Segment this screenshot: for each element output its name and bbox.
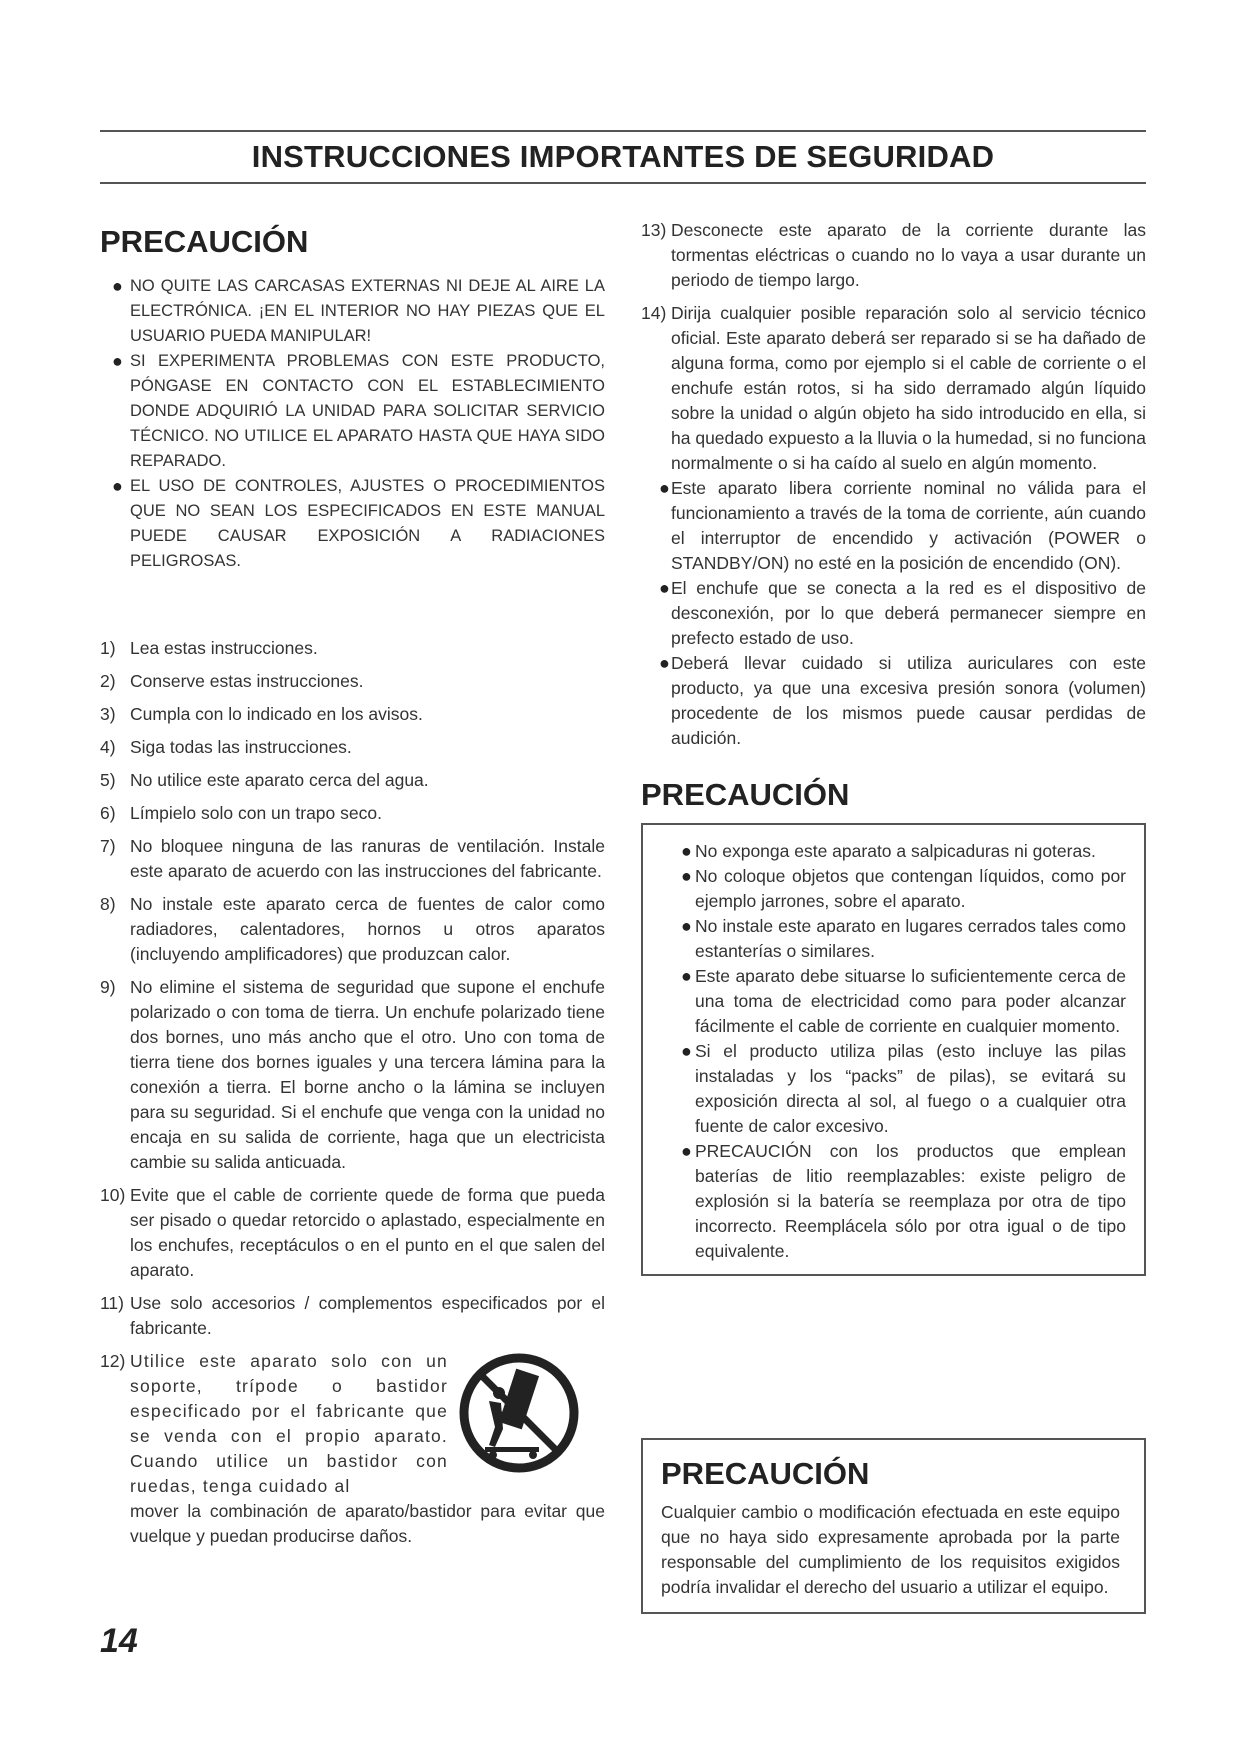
list-item: 13) Desconecte este aparato de la corriente durante las tormentas eléctricas o cuando no lo vaya a usar durante un periodo de tiempo largo. [641, 220, 1146, 290]
list-item: 4) Siga todas las instrucciones. [100, 737, 352, 757]
list-item: 5) No utilice este aparato cerca del agua. [100, 770, 429, 790]
caution-item: ● Este aparato debe situarse lo suficientemente cerca de una toma de electricidad como para poder alcanzar fácilmente el cable de corriente en cualquier momento. [681, 966, 1126, 1036]
bullet-icon: ● [112, 276, 123, 296]
caution-item: ● Si el producto utiliza pilas (esto incluye las pilas instaladas y los “packs” de pilas), se evitará su exposición directa al sol, al fuego o a cualquier otra fuente de calor excesivo. [681, 1041, 1126, 1136]
caution-item: ● EL USO DE CONTROLES, AJUSTES O PROCEDIMIENTOS QUE NO SEAN LOS ESPECIFICADOS EN ESTE MANUAL PUEDE CAUSAR EXPOSICIÓN A RADIACIONES PELIGROSAS. [112, 476, 605, 570]
left-column [100, 220, 605, 1557]
bullet-icon: ● [681, 866, 692, 886]
bullet-icon: ● [681, 1041, 692, 1061]
caution-text: Cualquier cambio o modificación efectuada en este equipo que no haya sido expresamente aprobada por la parte responsable del cumplimiento de los requisitos exigidos podría invalidar el derecho del usuario a utilizar el equipo. [661, 1502, 1120, 1597]
instructions-list [100, 636, 605, 1549]
caution-item: ● No exponga este aparato a salpicaduras ni goteras. [651, 839, 1126, 864]
caution-item: ● No instale este aparato en lugares cerrados tales como estanterías o similares. [681, 916, 1126, 961]
list-item: 7) No bloquee ninguna de las ranuras de ventilación. Instale este aparato de acuerdo con las instrucciones del fabricante. [100, 836, 605, 881]
caution-box [641, 823, 1146, 1276]
caution-item: ● NO QUITE LAS CARCASAS EXTERNAS NI DEJE AL AIRE LA ELECTRÓNICA. ¡EN EL INTERIOR NO HAY PIEZAS QUE EL USUARIO PUEDA MANIPULAR! [112, 276, 605, 345]
bullet-item: ● El enchufe que se conecta a la red es el dispositivo de desconexión, por lo que deberá permanecer siempre en prefecto estado de uso. [659, 578, 1146, 648]
list-item: 6) Límpielo solo con un trapo seco. [100, 803, 382, 823]
list-item: 11) Use solo accesorios / complementos especificados por el fabricante. [100, 1293, 605, 1338]
list-item: 3) Cumpla con lo indicado en los avisos. [100, 704, 423, 724]
caution-heading-2: PRECAUCIÓN [641, 777, 850, 812]
caution-item: ● PRECAUCIÓN con los productos que emplean baterías de litio reemplazables: existe peligro de explosión si la batería se reemplaza por otra de tipo incorrecto. Reemplácela sólo por otra igual o de tipo equivalente. [681, 1141, 1126, 1261]
caution-list [100, 274, 605, 574]
bullet-item: ● Deberá llevar cuidado si utiliza auriculares con este producto, ya que una excesiva presión sonora (volumen) procedente de los mismos puede causar perdidas de audición. [659, 653, 1146, 748]
page-number: 14 [100, 1622, 138, 1660]
bullet-icon: ● [681, 841, 692, 861]
bullet-icon: ● [659, 653, 670, 673]
bullet-icon: ● [112, 476, 123, 496]
instructions-list-continued [641, 218, 1146, 751]
bullet-icon: ● [659, 478, 670, 498]
list-item: 9) No elimine el sistema de seguridad que supone el enchufe polarizado o con toma de tierra. Un enchufe polarizado tiene dos bornes, uno más ancho que el otro. Uno con toma de tierra tiene dos bornes iguales y una tercera lámina para la conexión a tierra. El borne ancho o la lámina se incluyen para su seguridad. Si el enchufe que venga con la unidad no encaja en su salida de corriente, haga que un electricista cambie su salida anticuada. [100, 977, 605, 1172]
header-bottom-rule [100, 182, 1146, 184]
page-title: INSTRUCCIONES IMPORTANTES DE SEGURIDAD [251, 139, 995, 174]
fcc-caution-box [641, 1438, 1146, 1614]
list-item: 1) Lea estas instrucciones. [100, 638, 318, 658]
caution-item: ● SI EXPERIMENTA PROBLEMAS CON ESTE PRODUCTO, PÓNGASE EN CONTACTO CON EL ESTABLECIMIENTO DONDE ADQUIRIÓ LA UNIDAD PARA SOLICITAR SERVICIO TÉCNICO. NO UTILICE EL APARATO HASTA QUE HAYA SIDO REPARADO. [112, 351, 605, 470]
bullet-icon: ● [112, 351, 123, 371]
list-item: 14) Dirija cualquier posible reparación solo al servicio técnico oficial. Este aparato deberá ser reparado si se ha dañado de alguna forma, como por ejemplo si el cable de corriente o el enchufe están rotos, si ha sido derramado algún líquido sobre la unidad o algún objeto ha sido introducido en ella, si ha quedado expuesto a la lluvia o la humedad, si no funciona normalmente o si ha caído al suelo en algún momento. [641, 303, 1146, 473]
bullet-icon: ● [659, 578, 670, 598]
list-item: 2) Conserve estas instrucciones. [100, 671, 364, 691]
caution-item: ● No coloque objetos que contengan líquidos, como por ejemplo jarrones, sobre el aparato. [681, 866, 1126, 911]
bullet-icon: ● [681, 966, 692, 986]
right-column [641, 218, 1146, 1276]
caution-heading-3: PRECAUCIÓN [661, 1456, 870, 1491]
bullet-icon: ● [681, 916, 692, 936]
item12-text-top: Utilice este aparato solo con un soporte, trípode o bastidor especificado por el fabricante que se venda con el propio aparato. Cuando utilice un bastidor con ruedas, tenga cuidado al [130, 1351, 448, 1496]
caution-heading: PRECAUCIÓN [100, 224, 309, 259]
bullet-icon: ● [681, 1141, 692, 1161]
bullet-item: ● Este aparato libera corriente nominal no válida para el funcionamiento a través de la toma de corriente, aún cuando el interruptor de encendido y activación (POWER o STANDBY/ON) no esté en la posición de encendido (ON). [659, 478, 1146, 573]
header-top-rule [100, 130, 1146, 132]
item12-text-bottom: mover la combinación de aparato/bastidor para evitar que vuelque y puedan producirse daños. [130, 1501, 605, 1546]
list-item-12: 12) Utilice este aparato solo con un soporte, trípode o bastidor especificado por el fabricante que se venda con el propio aparato. Cuando utilice un bastidor con ruedas, tenga cuidado al mover la combinación de aparato/bastidor para evitar que vuelque y puedan producirse daños. [100, 1349, 605, 1549]
list-item: 8) No instale este aparato cerca de fuentes de calor como radiadores, calentadores, hornos u otros aparatos (incluyendo amplificadores) que produzcan calor. [100, 894, 605, 964]
cart-tipover-warning-icon [455, 1349, 583, 1477]
list-item: 10) Evite que el cable de corriente quede de forma que pueda ser pisado o quedar retorcido o aplastado, especialmente en los enchufes, receptáculos o en el punto en el que salen del aparato. [100, 1185, 605, 1280]
caution-list-2 [651, 839, 1126, 1264]
